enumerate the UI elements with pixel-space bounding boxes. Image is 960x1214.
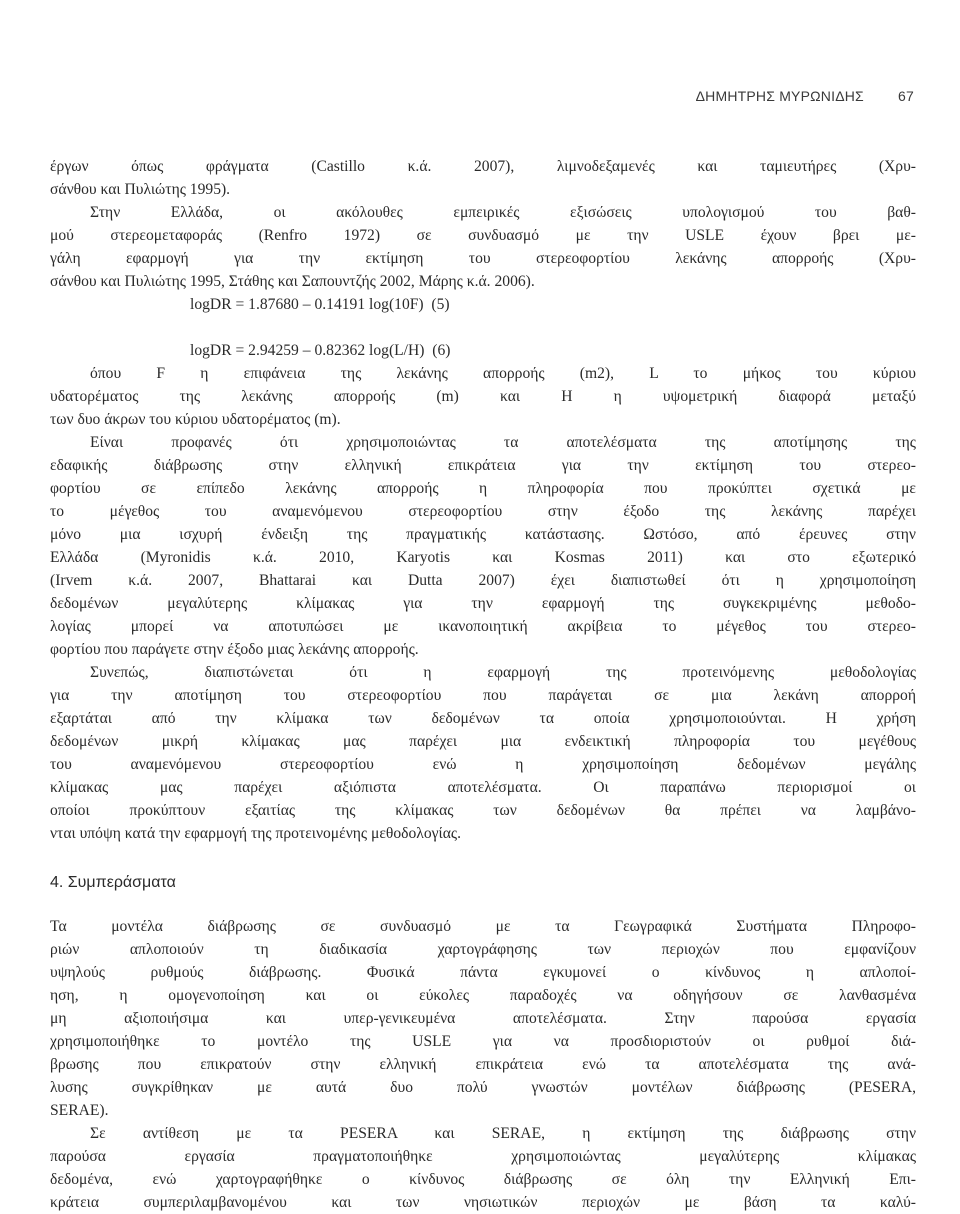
paragraph: [50, 155, 916, 201]
text-line: υψηλούς ρυθμούς διάβρωσης. Φυσικά πάντα εγκυμονεί ο κίνδυνος η απλοποί-: [50, 964, 916, 981]
text-line: υδατορέματος της λεκάνης απορροής (m) και H η υψομετρική διαφορά μεταξύ: [50, 388, 916, 405]
text-line: εξαρτάται από την κλίμακα των δεδομένων τα οποία χρησιμοποιούνται. Η χρήση: [50, 710, 916, 727]
text-line: λογίας μπορεί να αποτυπώσει με ικανοποιητική ακρίβεια το μέγεθος του στερεο-: [50, 618, 916, 635]
text-line: μόνο μια ισχυρή ένδειξη της πραγματικής κατάστασης. Ωστόσο, από έρευνες στην: [50, 526, 916, 543]
text-line: παρούσα εργασία πραγματοποιήθηκε χρησιμοποιώντας μεγαλύτερης κλίμακας: [50, 1148, 916, 1165]
body-text-upper: [50, 155, 916, 845]
paragraph: [50, 431, 916, 661]
text-line: για την αποτίμηση του στερεοφορτίου που παράγεται σε μια λεκάνη απορροή: [50, 687, 916, 704]
running-head-author: ΔΗΜΗΤΡΗΣ ΜΥΡΩΝΙΔΗΣ: [695, 88, 864, 104]
text-line: δεδομένα, ενώ χαρτογραφήθηκε ο κίνδυνος διάβρωσης σε όλη την Ελληνική Επι-: [50, 1171, 916, 1188]
text-line: σάνθου και Πυλιώτης 1995, Στάθης και Σαπουντζής 2002, Μάρης κ.ά. 2006).: [50, 273, 535, 290]
paragraph: [50, 362, 916, 431]
text-line: λυσης συγκρίθηκαν με αυτά δυο πολύ γνωστών μοντέλων διάβρωσης (PESERA,: [50, 1079, 916, 1096]
text-line: SERAE).: [50, 1102, 109, 1119]
text-line: γάλη εφαρμογή για την εκτίμηση του στερεοφορτίου λεκάνης απορροής (Χρυ-: [50, 250, 916, 267]
text-line: έργων όπως φράγματα (Castillo κ.ά. 2007), λιμνοδεξαμενές και ταμιευτήρες (Χρυ-: [50, 158, 916, 175]
text-line: Στην Ελλάδα, οι ακόλουθες εμπειρικές εξισώσεις υπολογισμού του βαθ-: [90, 204, 916, 221]
text-line: μη αξιοποιήσιμα και υπερ-γενικευμένα αποτελέσματα. Στην παρούσα εργασία: [50, 1010, 916, 1027]
section-heading: 4. Συμπεράσματα: [50, 874, 176, 891]
text-line: ηση, η ομογενοποίηση και οι εύκολες παραδοχές να οδηγήσουν σε λανθασμένα: [50, 987, 916, 1004]
text-line: το μέγεθος του αναμενόμενου στερεοφορτίου στην έξοδο της λεκάνης παρέχει: [50, 503, 916, 520]
text-line: δεδομένων μικρή κλίμακας μας παρέχει μια ενδεικτική πληροφορία του μεγέθους: [50, 733, 916, 750]
paragraph: [50, 915, 916, 1122]
text-line: Είναι προφανές ότι χρησιμοποιώντας τα αποτελέσματα της αποτίμησης της: [90, 434, 916, 451]
equation-6: logDR = 2.94259 – 0.82362 log(L/H) (6): [190, 342, 451, 359]
text-line: σάνθου και Πυλιώτης 1995).: [50, 181, 231, 198]
text-line: χρησιμοποιήθηκε το μοντέλο της USLE για να προσδιοριστούν οι ρυθμοί διά-: [50, 1033, 916, 1050]
text-line: (Irvem κ.ά. 2007, Bhattarai και Dutta 2007) έχει διαπιστωθεί ότι η χρησιμοποίηση: [50, 572, 916, 589]
text-line: οποίοι προκύπτουν εξαιτίας της κλίμακας των δεδομένων θα πρέπει να λαμβάνο-: [50, 802, 916, 819]
text-line: ριών απλοποιούν τη διαδικασία χαρτογράφησης των περιοχών που εμφανίζουν: [50, 941, 916, 958]
text-line: Τα μοντέλα διάβρωσης σε συνδυασμό με τα Γεωγραφικά Συστήματα Πληροφο-: [50, 918, 916, 935]
text-line: όπου F η επιφάνεια της λεκάνης απορροής (m2), L το μήκος του κύριου: [90, 365, 916, 382]
text-line: νται υπόψη κατά την εφαρμογή της προτεινομένης μεθοδολογίας.: [50, 825, 461, 842]
text-line: εδαφικής διάβρωσης στην ελληνική επικράτεια για την εκτίμηση του στερεο-: [50, 457, 916, 474]
body-text-lower: [50, 915, 916, 1214]
text-line: Ελλάδα (Myronidis κ.ά. 2010, Karyotis και Kosmas 2011) και στο εξωτερικό: [50, 549, 916, 566]
text-line: των δυο άκρων του κύριου υδατορέματος (m).: [50, 411, 341, 428]
text-line: βρωσης που επικρατούν στην ελληνική επικράτεια ενώ τα αποτελέσματα της ανά-: [50, 1056, 916, 1073]
page-number: 67: [898, 88, 914, 104]
text-line: κράτεια συμπεριλαμβανομένου και των νησιωτικών περιοχών με βάση τα καλύ-: [50, 1194, 916, 1211]
paragraph: [50, 201, 916, 293]
text-line: δεδομένων μεγαλύτερης κλίμακας για την εφαρμογή της συγκεκριμένης μεθοδο-: [50, 595, 916, 612]
text-line: Σε αντίθεση με τα PESERA και SERAE, η εκτίμηση της διάβρωσης στην: [90, 1125, 916, 1142]
text-line: φορτίου σε επίπεδο λεκάνης απορροής η πληροφορία που προκύπτει σχετικά με: [50, 480, 916, 497]
paragraph: [50, 1122, 916, 1214]
text-line: κλίμακας μας παρέχει αξιόπιστα αποτελέσματα. Οι παραπάνω περιορισμοί οι: [50, 779, 916, 796]
text-line: του αναμενόμενου στερεοφορτίου ενώ η χρησιμοποίηση δεδομένων μεγάλης: [50, 756, 916, 773]
paragraph: [50, 661, 916, 845]
text-line: μού στερεομεταφοράς (Renfro 1972) σε συνδυασμό με την USLE έχουν βρει με-: [50, 227, 916, 244]
running-head: [696, 88, 914, 104]
text-line: φορτίου που παράγετε στην έξοδο μιας λεκάνης απορροής.: [50, 641, 419, 658]
equation-5: logDR = 1.87680 – 0.14191 log(10F) (5): [190, 296, 450, 313]
text-line: Συνεπώς, διαπιστώνεται ότι η εφαρμογή της προτεινόμενης μεθοδολογίας: [90, 664, 916, 681]
